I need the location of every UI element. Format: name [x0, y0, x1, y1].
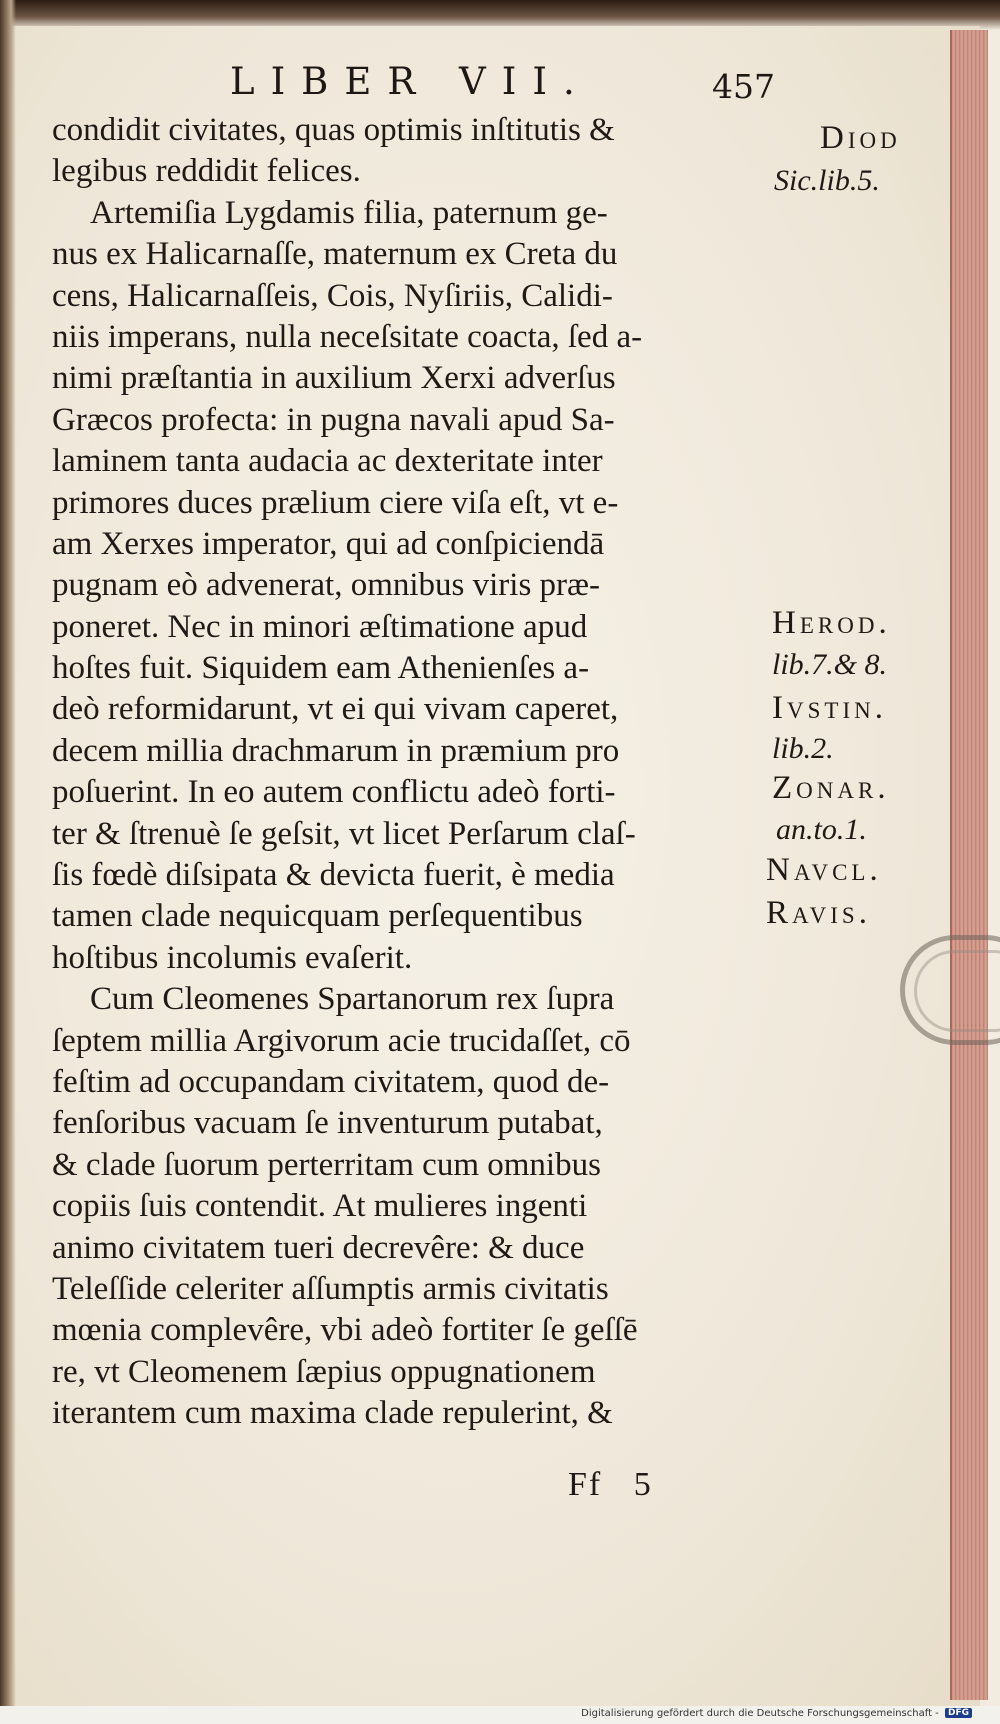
text-line: cens, Halicarnaſſeis, Cois, Nyſiriis, Calidi- — [52, 277, 613, 314]
text-line: am Xerxes imperator, qui ad conſpiciendā — [52, 525, 605, 562]
running-head: LIBER VII. — [230, 60, 591, 103]
margin-note-zonar-to: an.to.1. — [776, 813, 867, 846]
margin-note-ravis: Ravis. — [766, 895, 871, 931]
text-line: mœnia complevêre, vbi adeò fortiter ſe geſſē — [52, 1312, 638, 1349]
credit-text: Digitalisierung gefördert durch die Deutsche Forschungsgemeinschaft - — [581, 1708, 939, 1719]
text-line: hoſtes fuit. Siquidem eam Athenienſes a- — [52, 650, 590, 687]
dfg-logo: DFG — [945, 1708, 972, 1718]
margin-note-iustin: Ivstin. — [772, 690, 887, 726]
text-line: tamen clade nequicquam perſequentibus — [52, 898, 583, 935]
text-line: pugnam eò advenerat, omnibus viris præ- — [52, 567, 601, 604]
digitization-credit — [581, 1708, 972, 1719]
margin-note-zonar: Zonar. — [772, 770, 890, 806]
text-line: copiis ſuis contendit. At mulieres ingenti — [52, 1188, 588, 1225]
text-line: nimi præſtantia in auxilium Xerxi adverſus — [52, 360, 616, 397]
text-line: laminem tanta audacia ac dexteritate inter — [52, 443, 603, 480]
text-line: ter & ſtrenuè ſe geſsit, vt licet Perſarum claſ- — [52, 815, 636, 852]
text-line: feſtim ad occupandam civitatem, quod de- — [52, 1063, 610, 1100]
text-line: re, vt Cleomenem ſæpius oppugnationem — [52, 1353, 596, 1390]
text-line: poneret. Nec in minori æſtimatione apud — [52, 608, 588, 645]
margin-note-iustin-lib: lib.2. — [772, 732, 834, 765]
text-line: animo civitatem tueri decrevêre: & duce — [52, 1229, 585, 1266]
margin-note-naucl: Navcl. — [766, 852, 882, 888]
text-line: Teleſſide celeriter aſſumptis armis civitatis — [52, 1270, 609, 1307]
margin-note-sic-lib: Sic.lib.5. — [774, 164, 880, 197]
text-line: iterantem cum maxima clade repulerint, & — [52, 1395, 613, 1432]
margin-note-herod: Herod. — [772, 605, 891, 641]
margin-note-herod-lib: lib.7.& 8. — [772, 648, 888, 681]
text-line: Cum Cleomenes Spartanorum rex ſupra — [90, 981, 615, 1018]
page-number: 457 — [712, 67, 775, 106]
text-line: poſuerint. In eo autem conflictu adeò forti- — [52, 774, 616, 811]
page-clip-inner — [914, 950, 1000, 1032]
text-line: deò reformidarunt, vt ei qui vivam caperet, — [52, 691, 619, 728]
text-line: legibus reddidit felices. — [52, 153, 361, 190]
text-line: fenſoribus vacuam ſe inventurum putabat, — [52, 1105, 603, 1142]
text-line: nus ex Halicarnaſſe, maternum ex Creta du — [52, 236, 618, 273]
page-fore-edge — [950, 30, 988, 1700]
gutter-edge — [0, 0, 16, 1724]
text-line: Artemiſia Lygdamis filia, paternum ge- — [90, 194, 608, 231]
text-line: condidit civitates, quas optimis inſtitutis & — [52, 112, 615, 148]
text-line: ſeptem millia Argivorum acie trucidaſſet, cō — [52, 1022, 631, 1059]
text-line: Græcos profecta: in pugna navali apud Sa- — [52, 401, 615, 438]
text-line: & clade ſuorum perterritam cum omnibus — [52, 1146, 601, 1183]
text-line: niis imperans, nulla neceſsitate coacta, ſed a- — [52, 318, 643, 355]
text-line: primores duces prælium ciere viſa eſt, vt e- — [52, 484, 619, 521]
signature-mark: Ff 5 — [568, 1466, 653, 1503]
body-text — [52, 110, 772, 1435]
text-line: decem millia drachmarum in præmium pro — [52, 732, 620, 769]
text-line: hoſtibus incolumis evaſerit. — [52, 939, 413, 976]
text-line: ſis fœdè diſsipata & devicta fuerit, è media — [52, 857, 615, 894]
margin-note-diod: Diod — [820, 120, 901, 156]
